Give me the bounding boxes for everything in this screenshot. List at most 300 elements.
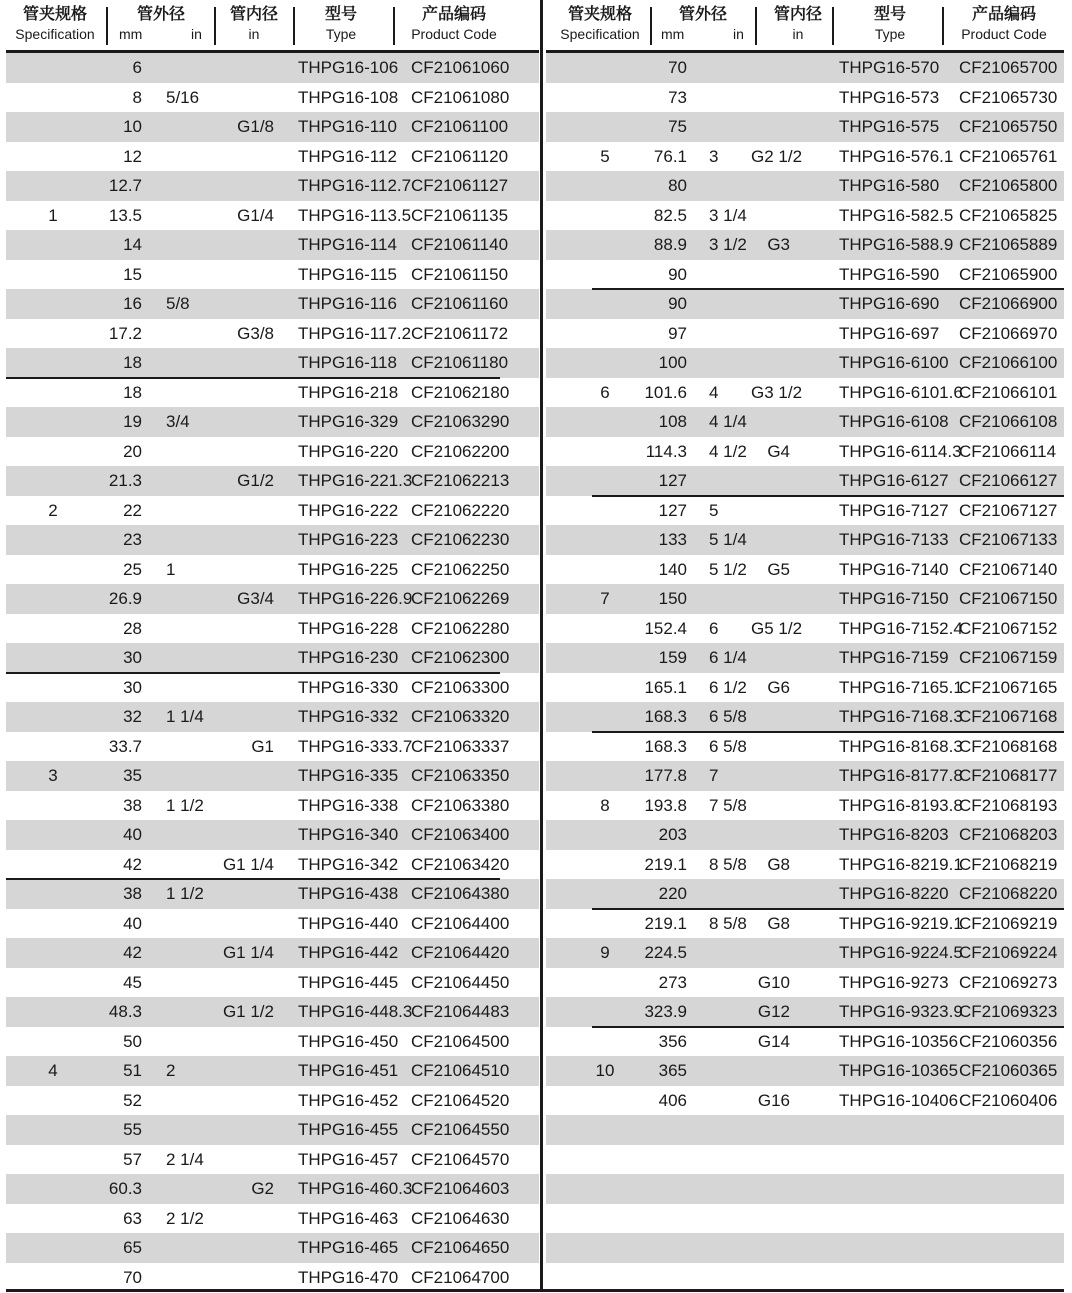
mm-cell: 32 [123, 707, 142, 726]
header-separator [214, 7, 216, 45]
header-spec [6, 0, 104, 50]
code-cell: CF21063337 [411, 736, 510, 756]
inner-cell: G16 [757, 1090, 790, 1110]
table-row [546, 348, 1064, 378]
inner-cell: G4 [767, 441, 790, 461]
type-cell: THPG16-329 [298, 412, 399, 431]
header-code-en: Product Code [961, 26, 1047, 42]
header-spec-cn: 管夹规格 [567, 6, 632, 23]
table-row [546, 673, 1064, 703]
type-cell: THPG16-218 [298, 382, 399, 402]
mm-cell: 127 [658, 500, 687, 520]
table-row [6, 407, 539, 437]
left-table-body [6, 53, 539, 1292]
table-row [546, 1027, 1064, 1057]
spec-cell: 4 [48, 1061, 58, 1080]
type-cell: THPG16-10356 [839, 1031, 959, 1051]
type-cell: THPG16-8193.8 [839, 795, 963, 815]
inch-cell: 4 1/4 [709, 412, 747, 431]
table-row [6, 997, 539, 1027]
mm-cell: 42 [123, 854, 142, 874]
code-cell: CF21064483 [411, 1002, 510, 1021]
code-cell: CF21068203 [959, 825, 1058, 844]
header-separator [106, 7, 108, 45]
code-cell: CF21066101 [959, 382, 1058, 402]
table-row [6, 909, 539, 939]
type-cell: THPG16-335 [298, 766, 399, 785]
group-separator [592, 908, 1064, 910]
table-row [6, 1027, 539, 1057]
inner-cell: G3 1/2 [751, 382, 803, 402]
header-od-cn: 管外径 [136, 6, 185, 23]
code-cell: CF21061080 [411, 87, 510, 107]
code-cell: CF21069219 [959, 913, 1058, 933]
code-cell: CF21061100 [411, 117, 509, 136]
code-cell: CF21061135 [411, 205, 509, 225]
mm-cell: 38 [123, 884, 142, 903]
header-od-units [653, 25, 753, 43]
type-cell: THPG16-221.3 [298, 471, 413, 490]
code-cell: CF21066108 [959, 412, 1058, 431]
inner-cell: G12 [757, 1002, 790, 1021]
table-row [546, 112, 1064, 142]
table-row [6, 761, 539, 791]
mm-cell: 48.3 [108, 1002, 142, 1021]
code-cell: CF21061140 [411, 235, 509, 254]
table-row [546, 702, 1064, 732]
header-product-code [945, 0, 1063, 50]
mm-cell: 33.7 [108, 736, 142, 756]
mm-cell: 10 [123, 117, 142, 136]
type-cell: THPG16-570 [839, 58, 940, 77]
table-row [6, 83, 539, 113]
inch-cell: 3 1/4 [709, 205, 747, 225]
code-cell: CF21064603 [411, 1179, 510, 1198]
header-type-en: Type [325, 26, 357, 42]
group-separator [592, 1026, 1064, 1028]
mm-cell: 30 [123, 677, 142, 697]
header-od-in: in [191, 26, 202, 42]
table-row [6, 201, 539, 231]
header-od-in: in [733, 26, 744, 42]
header-id-in: in [792, 26, 804, 42]
code-cell: CF21061120 [411, 146, 509, 166]
code-cell: CF21064420 [411, 943, 510, 962]
header-code-en: Product Code [411, 26, 497, 42]
type-cell: THPG16-230 [298, 648, 399, 667]
mm-cell: 18 [123, 353, 142, 372]
code-cell: CF21067150 [959, 589, 1058, 608]
code-cell: CF21067165 [959, 677, 1058, 697]
mm-cell: 52 [123, 1090, 142, 1110]
type-cell: THPG16-7127 [839, 500, 949, 520]
mm-cell: 159 [658, 648, 687, 667]
table-row [6, 968, 539, 998]
spec-cell: 6 [600, 382, 610, 402]
inner-cell: G2 1/2 [751, 146, 803, 166]
table-row [6, 525, 539, 555]
empty-row [546, 1263, 1064, 1293]
code-cell: CF21062220 [411, 500, 510, 520]
table-row [6, 643, 539, 673]
type-cell: THPG16-7165.1 [839, 677, 963, 697]
type-cell: THPG16-460.3 [298, 1179, 413, 1198]
table-row [546, 909, 1064, 939]
mm-cell: 406 [658, 1090, 687, 1110]
type-cell: THPG16-225 [298, 559, 399, 579]
table-row [6, 289, 539, 319]
mm-cell: 168.3 [644, 707, 687, 726]
table-row [6, 1145, 539, 1175]
mm-cell: 55 [123, 1120, 142, 1139]
left-table-header [6, 0, 539, 50]
inner-cell: G8 [767, 854, 790, 874]
code-cell: CF21068177 [959, 766, 1058, 785]
table-row [6, 437, 539, 467]
inner-cell: G8 [767, 913, 790, 933]
table-row [6, 1204, 539, 1234]
code-cell: CF21064400 [411, 913, 510, 933]
inch-cell: 5 1/2 [709, 559, 747, 579]
mm-cell: 12.7 [108, 176, 142, 195]
code-cell: CF21064550 [411, 1120, 510, 1139]
code-cell: CF21067140 [959, 559, 1058, 579]
inner-cell: G5 1/2 [751, 618, 803, 638]
header-type-cn: 型号 [873, 6, 906, 23]
header-separator [393, 7, 395, 45]
code-cell: CF21065761 [959, 146, 1058, 166]
inch-cell: 2 1/2 [166, 1208, 204, 1228]
inner-cell: G5 [767, 559, 790, 579]
inner-cell: G1/2 [237, 471, 274, 490]
empty-row [546, 1204, 1064, 1234]
header-type-en: Type [874, 26, 906, 42]
type-cell: THPG16-338 [298, 795, 399, 815]
table-row [546, 732, 1064, 762]
type-cell: THPG16-452 [298, 1090, 399, 1110]
code-cell: CF21068219 [959, 854, 1058, 874]
inch-cell: 3 1/2 [709, 235, 747, 254]
inch-cell: 6 5/8 [709, 707, 747, 726]
type-cell: THPG16-450 [298, 1031, 399, 1051]
type-cell: THPG16-222 [298, 500, 399, 520]
header-separator [755, 7, 757, 45]
mm-cell: 20 [123, 441, 142, 461]
header-type-cn: 型号 [324, 6, 357, 23]
header-od-mm: mm [119, 26, 143, 42]
right-table-header [546, 0, 1064, 50]
header-inner-diameter [758, 0, 838, 50]
inner-cell: G1 1/4 [222, 943, 274, 962]
type-cell: THPG16-582.5 [839, 205, 954, 225]
code-cell: CF21068168 [959, 736, 1058, 756]
type-cell: THPG16-6101.6 [839, 382, 963, 402]
mm-cell: 19 [123, 412, 142, 431]
code-cell: CF21062200 [411, 441, 510, 461]
mm-cell: 16 [123, 294, 142, 313]
mm-cell: 203 [658, 825, 687, 844]
type-cell: THPG16-445 [298, 972, 399, 992]
table-row [546, 496, 1064, 526]
code-cell: CF21061060 [411, 58, 510, 77]
code-cell: CF21060365 [959, 1061, 1058, 1080]
empty-row [546, 1174, 1064, 1204]
type-cell: THPG16-7159 [839, 648, 949, 667]
type-cell: THPG16-575 [839, 117, 940, 136]
table-row [546, 201, 1064, 231]
inner-cell: G1 1/2 [222, 1002, 274, 1021]
mm-cell: 51 [123, 1061, 142, 1080]
mm-cell: 50 [123, 1031, 142, 1051]
header-od-mm: mm [661, 26, 685, 42]
code-cell: CF21061180 [411, 353, 509, 372]
table-row [546, 289, 1064, 319]
mm-cell: 177.8 [644, 766, 687, 785]
table-row [6, 614, 539, 644]
mm-cell: 65 [123, 1238, 142, 1257]
code-cell: CF21069323 [959, 1002, 1058, 1021]
code-cell: CF21063400 [411, 825, 510, 844]
code-cell: CF21065700 [959, 58, 1058, 77]
table-row [546, 1056, 1064, 1086]
inch-cell: 4 1/2 [709, 441, 747, 461]
code-cell: CF21064570 [411, 1149, 510, 1169]
type-cell: THPG16-332 [298, 707, 399, 726]
table-row [546, 643, 1064, 673]
group-separator [592, 731, 1064, 733]
table-row [6, 378, 539, 408]
mm-cell: 17.2 [108, 323, 142, 343]
type-cell: THPG16-455 [298, 1120, 399, 1139]
inch-cell: 1 1/2 [166, 795, 204, 815]
mm-cell: 30 [123, 648, 142, 667]
header-outer-diameter [653, 0, 753, 50]
header-id-cn: 管内径 [229, 6, 278, 23]
type-cell: THPG16-333.7 [298, 736, 413, 756]
inner-cell: G14 [757, 1031, 790, 1051]
table-row [6, 1174, 539, 1204]
type-cell: THPG16-8168.3 [839, 736, 963, 756]
mm-cell: 90 [668, 294, 687, 313]
type-cell: THPG16-6114.3 [839, 441, 962, 461]
table-row [546, 584, 1064, 614]
table-row [6, 1115, 539, 1145]
mm-cell: 73 [668, 87, 687, 107]
group-separator [6, 878, 500, 880]
mm-cell: 40 [123, 825, 142, 844]
table-row [546, 614, 1064, 644]
code-cell: CF21067159 [959, 648, 1058, 667]
type-cell: THPG16-7168.3 [839, 707, 963, 726]
table-row [6, 702, 539, 732]
inch-cell: 6 1/4 [709, 648, 747, 667]
mm-cell: 150 [658, 589, 687, 608]
table-row [546, 997, 1064, 1027]
mm-cell: 219.1 [644, 854, 687, 874]
mm-cell: 21.3 [108, 471, 142, 490]
header-spec-en: Specification [15, 26, 95, 42]
code-cell: CF21067168 [959, 707, 1058, 726]
table-row [6, 791, 539, 821]
header-inner-diameter [217, 0, 291, 50]
type-cell: THPG16-8177.8 [839, 766, 963, 785]
mm-cell: 97 [668, 323, 687, 343]
table-row [546, 879, 1064, 909]
table-row [6, 53, 539, 83]
table-row [6, 555, 539, 585]
mm-cell: 40 [123, 913, 142, 933]
mm-cell: 57 [123, 1149, 142, 1169]
table-row [546, 407, 1064, 437]
mm-cell: 108 [658, 412, 687, 431]
type-cell: THPG16-9219.1 [839, 913, 963, 933]
inch-cell: 6 5/8 [709, 736, 747, 756]
table-row [546, 53, 1064, 83]
header-outer-diameter [109, 0, 213, 50]
type-cell: THPG16-10406 [839, 1090, 959, 1110]
table-row [546, 820, 1064, 850]
header-od-cn: 管外径 [678, 6, 727, 23]
mm-cell: 25 [123, 559, 142, 579]
table-row [546, 378, 1064, 408]
code-cell: CF21062230 [411, 530, 510, 549]
table-row [6, 348, 539, 378]
type-cell: THPG16-6108 [839, 412, 949, 431]
header-od-units [109, 25, 213, 43]
header-spec [546, 0, 654, 50]
code-cell: CF21063320 [411, 707, 510, 726]
code-cell: CF21065800 [959, 176, 1058, 195]
inch-cell: 5 1/4 [709, 530, 747, 549]
mm-cell: 12 [123, 146, 142, 166]
code-cell: CF21061127 [411, 176, 509, 195]
mm-cell: 28 [123, 618, 142, 638]
mm-cell: 114.3 [645, 441, 687, 461]
code-cell: CF21065889 [959, 235, 1058, 254]
type-cell: THPG16-442 [298, 943, 399, 962]
table-row [6, 879, 539, 909]
inch-cell: 1 1/4 [166, 707, 204, 726]
code-cell: CF21066114 [959, 441, 1057, 461]
header-code-cn: 产品编码 [421, 6, 486, 23]
spec-cell: 1 [48, 205, 58, 225]
table-row [6, 938, 539, 968]
type-cell: THPG16-7133 [839, 530, 949, 549]
inner-cell: G3 [767, 235, 790, 254]
code-cell: CF21065825 [959, 205, 1058, 225]
inch-cell: 6 [709, 618, 719, 638]
code-cell: CF21062213 [411, 471, 510, 490]
type-cell: THPG16-114 [298, 235, 397, 254]
type-cell: THPG16-115 [298, 264, 397, 284]
type-cell: THPG16-448.3 [298, 1002, 413, 1021]
code-cell: CF21061160 [411, 294, 509, 313]
type-cell: THPG16-342 [298, 854, 399, 874]
code-cell: CF21068220 [959, 884, 1058, 903]
table-row [6, 171, 539, 201]
table-row [6, 230, 539, 260]
type-cell: THPG16-470 [298, 1267, 399, 1287]
code-cell: CF21063350 [411, 766, 510, 785]
mm-cell: 6 [132, 58, 142, 77]
code-cell: CF21067127 [959, 500, 1058, 520]
type-cell: THPG16-457 [298, 1149, 399, 1169]
mm-cell: 273 [658, 972, 687, 992]
table-row [546, 260, 1064, 290]
right-table [546, 0, 1064, 1110]
table-row [6, 112, 539, 142]
header-separator [293, 7, 295, 45]
inch-cell: 5/16 [166, 87, 200, 107]
mm-cell: 323.9 [644, 1002, 687, 1021]
mm-cell: 168.3 [644, 736, 687, 756]
code-cell: CF21066127 [959, 471, 1058, 490]
table-row [6, 319, 539, 349]
inch-cell: 6 1/2 [709, 677, 747, 697]
empty-row [546, 1115, 1064, 1145]
mm-cell: 45 [123, 972, 142, 992]
mm-cell: 127 [658, 471, 687, 490]
table-row [6, 260, 539, 290]
type-cell: THPG16-6127 [839, 471, 949, 490]
type-cell: THPG16-8220 [839, 884, 949, 903]
table-row [546, 850, 1064, 880]
inch-cell: 4 [709, 382, 719, 402]
code-cell: CF21066100 [959, 353, 1058, 372]
inch-cell: 7 5/8 [709, 795, 747, 815]
inner-cell: G2 [251, 1179, 274, 1198]
header-product-code [396, 0, 512, 50]
code-cell: CF21065750 [959, 117, 1058, 136]
code-cell: CF21063290 [411, 412, 510, 431]
mm-cell: 22 [123, 500, 142, 520]
code-cell: CF21062269 [411, 589, 510, 608]
table-row [546, 142, 1064, 172]
bottom-rule [6, 1289, 1064, 1292]
table-row [6, 1086, 539, 1116]
table-row [546, 525, 1064, 555]
code-cell: CF21065730 [959, 87, 1058, 107]
table-row [6, 142, 539, 172]
table-row [546, 968, 1064, 998]
mm-cell: 18 [123, 382, 142, 402]
code-cell: CF21061150 [411, 264, 509, 284]
inch-cell: 5 [709, 500, 719, 520]
code-cell: CF21060406 [959, 1090, 1058, 1110]
mm-cell: 219.1 [644, 913, 687, 933]
table-row [6, 584, 539, 614]
code-cell: CF21064380 [411, 884, 510, 903]
inch-cell: 8 5/8 [709, 913, 747, 933]
spec-cell: 5 [600, 146, 610, 166]
mm-cell: 193.8 [644, 795, 687, 815]
mm-cell: 38 [123, 795, 142, 815]
code-cell: CF21069224 [959, 943, 1058, 962]
table-row [546, 83, 1064, 113]
inch-cell: 2 [166, 1061, 176, 1080]
code-cell: CF21065900 [959, 264, 1058, 284]
mm-cell: 75 [668, 117, 687, 136]
mm-cell: 70 [668, 58, 687, 77]
type-cell: THPG16-697 [839, 323, 940, 343]
spec-cell: 8 [600, 795, 610, 815]
table-row [546, 1086, 1064, 1116]
header-type [836, 0, 944, 50]
type-cell: THPG16-580 [839, 176, 940, 195]
type-cell: THPG16-108 [298, 87, 399, 107]
empty-row [546, 1145, 1064, 1175]
type-cell: THPG16-573 [839, 87, 940, 107]
